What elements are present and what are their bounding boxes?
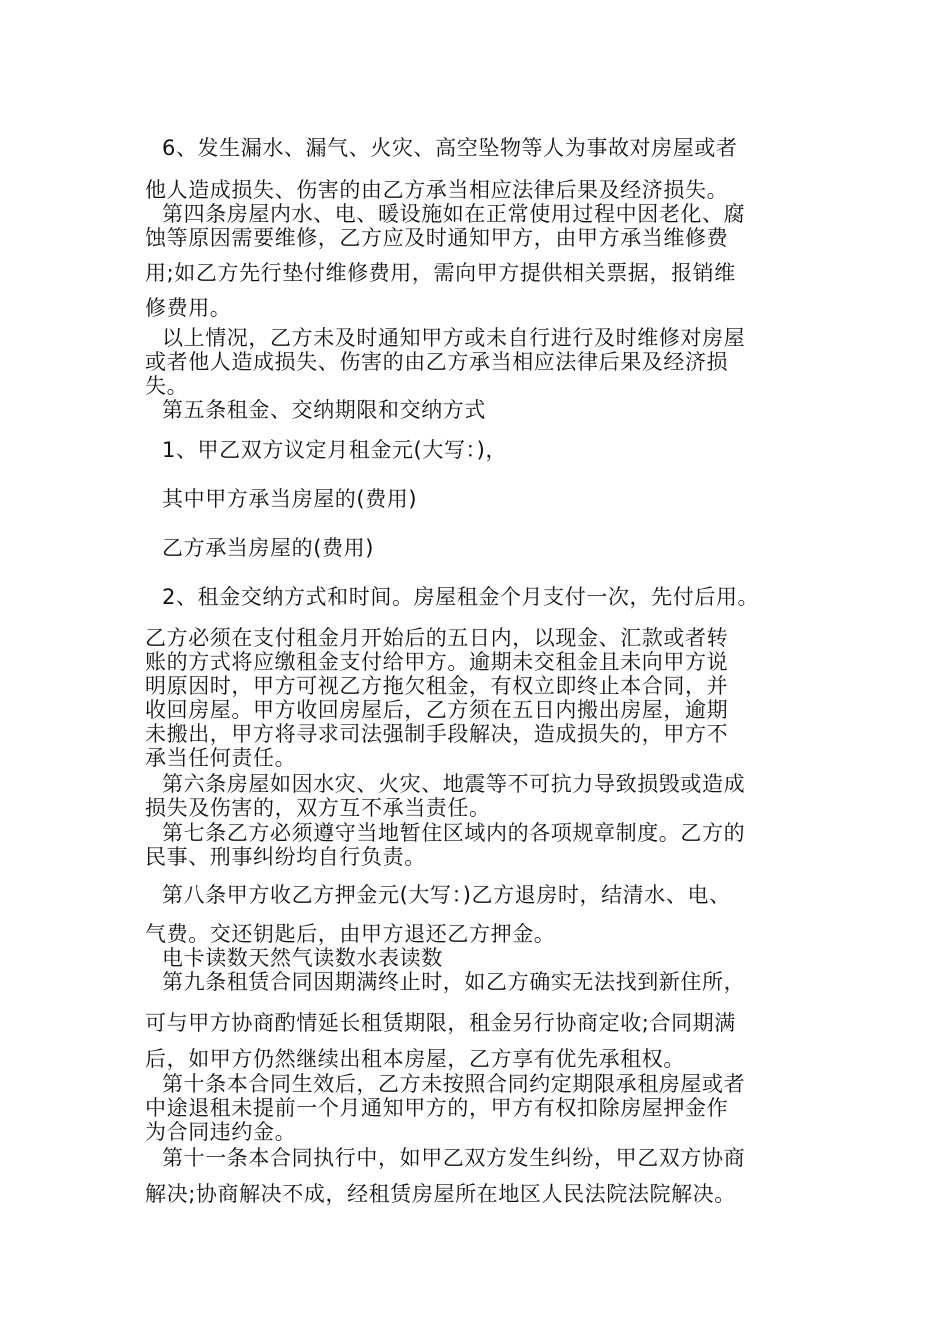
text-line: 或者他人造成损失、伤害的由乙方承当相应法律后果及经济损 (145, 350, 729, 374)
text-line: 第十一条本合同执行中，如甲乙双方发生纠纷，甲乙双方协商 (162, 1146, 746, 1170)
text-line: 民事、刑事纠纷均自行负责。 (145, 845, 426, 869)
text-line: 后，如甲方仍然继续出租本房屋，乙方享有优先承租权。 (145, 1047, 685, 1071)
text-line: 电卡读数天然气读数水表读数 (162, 946, 443, 970)
text-line: 未搬出，甲方将寻求司法强制手段解决，造成损失的，甲方不 (145, 722, 729, 746)
text-line: 用;如乙方先行垫付维修费用，需向甲方提供相关票据，报销维 (145, 261, 736, 285)
text-line: 收回房屋。甲方收回房屋后，乙方须在五日内搬出房屋，逾期 (145, 698, 729, 722)
text-line: 他人造成损失、伤害的由乙方承当相应法律后果及经济损失。 (145, 178, 729, 202)
text-line: 第四条房屋内水、电、暖设施如在正常使用过程中因老化、腐 (162, 202, 746, 226)
text-line: 以上情况，乙方未及时通知甲方或未自行进行及时维修对房屋 (162, 326, 746, 350)
text-line: 蚀等原因需要维修，乙方应及时通知甲方，由甲方承当维修费 (145, 226, 729, 250)
text-line: 1、甲乙双方议定月租金元(大写：)， (162, 438, 508, 462)
text-line: 失。 (145, 374, 189, 398)
text-line: 第九条租赁合同因期满终止时，如乙方确实无法找到新住所， (162, 970, 746, 994)
text-line: 中途退租未提前一个月通知甲方的，甲方有权扣除房屋押金作 (145, 1096, 729, 1120)
text-line: 其中甲方承当房屋的(费用) (162, 487, 418, 511)
text-line: 承当任何责任。 (145, 746, 297, 770)
text-line: 账的方式将应缴租金支付给甲方。逾期未交租金且未向甲方说 (145, 650, 729, 674)
text-line: 2、租金交纳方式和时间。房屋租金个月支付一次，先付后用。 (162, 585, 760, 609)
text-line: 第七条乙方必须遵守当地暂住区域内的各项规章制度。乙方的 (162, 821, 746, 845)
text-line: 修费用。 (145, 296, 232, 320)
section-heading: 第五条租金、交纳期限和交纳方式 (162, 398, 486, 422)
text-line: 乙方必须在支付租金月开始后的五日内，以现金、汇款或者转 (145, 626, 729, 650)
text-line: 解决;协商解决不成，经租赁房屋所在地区人民法院法院解决。 (145, 1182, 736, 1206)
text-line: 气费。交还钥匙后，由甲方退还乙方押金。 (145, 922, 556, 946)
text-line: 第六条房屋如因水灾、火灾、地震等不可抗力导致损毁或造成 (162, 772, 746, 796)
text-line: 第十条本合同生效后，乙方未按照合同约定期限承租房屋或者 (162, 1072, 746, 1096)
text-line: 为合同违约金。 (145, 1120, 297, 1144)
text-line: 乙方承当房屋的(费用) (162, 536, 374, 560)
text-line: 损失及伤害的，双方互不承当责任。 (145, 796, 491, 820)
text-line: 可与甲方协商酌情延长租赁期限，租金另行协商定收;合同期满 (145, 1011, 736, 1035)
text-line: 6、发生漏水、漏气、火灾、高空坠物等人为事故对房屋或者 (162, 136, 738, 160)
text-line: 第八条甲方收乙方押金元(大写：)乙方退房时，结清水、电、 (162, 883, 731, 907)
text-line: 明原因时，甲方可视乙方拖欠租金，有权立即终止本合同，并 (145, 674, 729, 698)
